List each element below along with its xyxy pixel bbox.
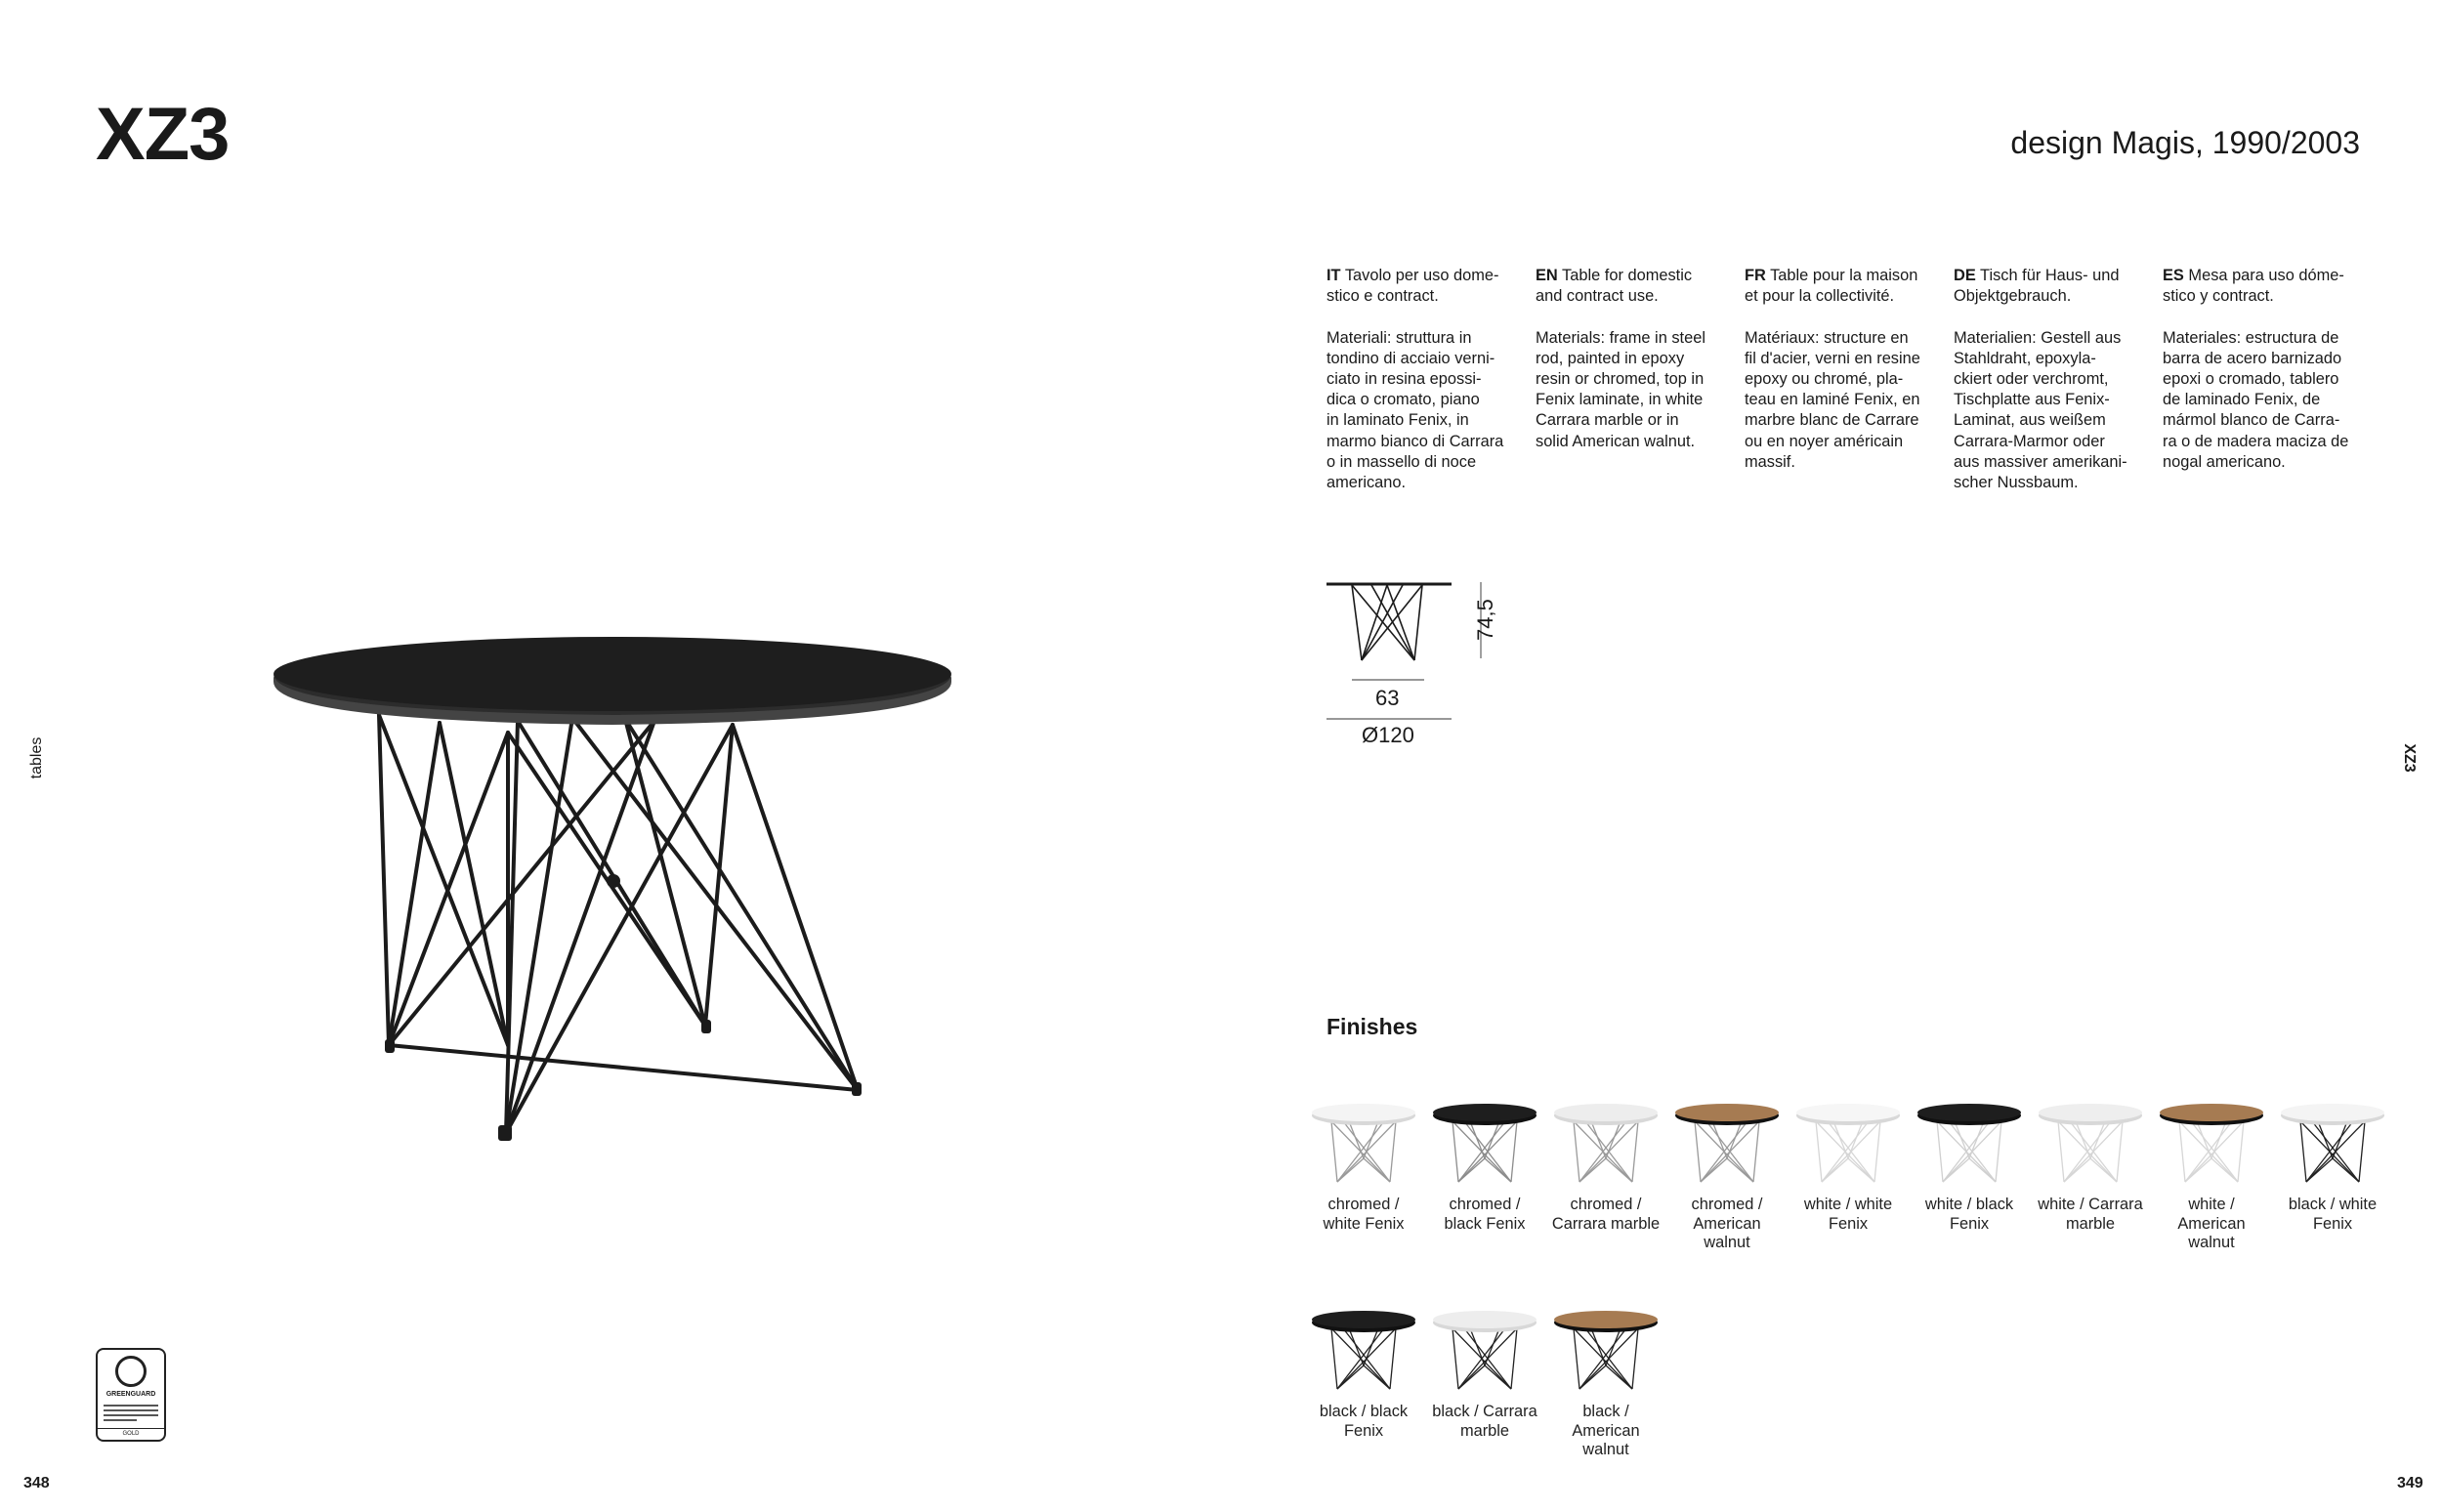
dimension-height: 74,5 (1473, 599, 1497, 641)
finish-label: black / Carrara marble (1432, 1403, 1537, 1440)
description-column-it (1326, 266, 1522, 493)
finish-table-icon (1431, 1309, 1538, 1395)
finish-table-icon (1552, 1102, 1660, 1188)
section-label: tables (28, 736, 45, 779)
materials-text: Materialien: Gestell aus Stahldraht, epoxyla- ckiert oder verchromt, Tischplatte aus Fenix- Laminat, aus weißem Carrara-Marmor oder aus massiver amerikani- scher Nussbaum. (1954, 328, 2127, 492)
finish-label: black / white Fenix (2288, 1196, 2378, 1233)
finish-table-icon (1431, 1102, 1538, 1188)
finish-label: white / black Fenix (1924, 1196, 2014, 1233)
designer-credit: design Magis, 1990/2003 (2010, 125, 2360, 160)
finish-swatch (1424, 1102, 1545, 1234)
intro-text: Table for domestic and contract use. (1536, 267, 1693, 306)
intro-text: Table pour la maison et pour la collectivité. (1745, 267, 1918, 306)
finish-label: white / American walnut (2177, 1196, 2246, 1251)
badge-level: GOLD (98, 1428, 164, 1440)
dimension-diameter: Ø120 (1362, 723, 1414, 747)
ul-seal-icon (115, 1356, 147, 1387)
page-number-left: 348 (23, 1475, 50, 1491)
finish-label: black / black Fenix (1319, 1403, 1409, 1440)
finish-swatch (1545, 1309, 1666, 1460)
finish-swatch (1666, 1102, 1788, 1253)
finish-table-icon (1916, 1102, 2023, 1188)
finish-label: black / American walnut (1572, 1403, 1640, 1458)
finish-table-icon (1673, 1102, 1781, 1188)
finish-swatch (2151, 1102, 2272, 1253)
finish-label: white / white Fenix (1803, 1196, 1893, 1233)
finish-swatch (1545, 1102, 1666, 1234)
finish-label: chromed / American walnut (1691, 1196, 1763, 1251)
language-code: ES (2163, 267, 2184, 284)
finish-swatch (1788, 1102, 1909, 1234)
finish-table-icon (2279, 1102, 2386, 1188)
finish-table-icon (2037, 1102, 2144, 1188)
finish-label: white / Carrara marble (2038, 1196, 2143, 1233)
finish-swatch (2030, 1102, 2151, 1234)
intro-text: Tisch für Haus- und Objektgebrauch. (1954, 267, 2120, 306)
finish-swatch (1424, 1309, 1545, 1441)
language-code: EN (1536, 267, 1558, 284)
finish-label: chromed / white Fenix (1323, 1196, 1405, 1233)
language-code: FR (1745, 267, 1766, 284)
materials-text: Materiales: estructura de barra de acero barnizado epoxi o cromado, tablero de laminado Fenix, de mármol blanco de Carra- ra o de madera maciza de nogal americano. (2163, 328, 2349, 471)
finish-swatch (1303, 1309, 1424, 1441)
description-column-en (1536, 266, 1731, 452)
dimension-base: 63 (1375, 686, 1400, 710)
greenguard-badge (96, 1348, 166, 1442)
language-code: IT (1326, 267, 1341, 284)
description-intro (1536, 266, 1731, 307)
badge-name: GREENGUARD (105, 1391, 156, 1398)
finishes-title: Finishes (1326, 1014, 1418, 1039)
table-photo (264, 625, 967, 1172)
finish-swatch (1909, 1102, 2030, 1234)
description-column-de (1954, 266, 2149, 493)
materials-text: Materiali: struttura in tondino di acciaio verni- ciato in resina epossi- dica o cromato, piano in laminato Fenix, in marmo bianco di Carrara o in massello di noce americano. (1326, 328, 1504, 492)
finish-label: chromed / black Fenix (1444, 1196, 1526, 1233)
description-intro (1954, 266, 2149, 307)
finish-label: chromed / Carrara marble (1551, 1196, 1661, 1233)
materials-text: Materials: frame in steel rod, painted in epoxy resin or chromed, top in Fenix laminate, in white Carrara marble or in solid American walnut. (1536, 328, 1705, 450)
dimension-diagram (1325, 576, 1520, 752)
finish-table-icon (1794, 1102, 1902, 1188)
finish-swatch (1303, 1102, 1424, 1234)
product-title: XZ3 (96, 93, 230, 176)
finish-table-icon (2158, 1102, 2265, 1188)
description-column-es (2163, 266, 2358, 473)
description-intro (1745, 266, 1940, 307)
language-code: DE (1954, 267, 1976, 284)
finish-table-icon (1310, 1309, 1417, 1395)
materials-text: Matériaux: structure en fil d'acier, verni en resine epoxy ou chromé, pla- teau en laminé Fenix, en marbre blanc de Carrare ou en noyer américain massif. (1745, 328, 1920, 471)
page-number-right: 349 (2397, 1475, 2423, 1491)
description-intro (2163, 266, 2358, 307)
description-intro (1326, 266, 1522, 307)
description-columns (1326, 266, 2372, 510)
intro-text: Mesa para uso dóme- stico y contract. (2163, 267, 2344, 306)
finish-table-icon (1310, 1102, 1417, 1188)
finish-swatch (2272, 1102, 2393, 1234)
description-column-fr (1745, 266, 1940, 473)
intro-text: Tavolo per uso dome- stico e contract. (1326, 267, 1499, 306)
finish-table-icon (1552, 1309, 1660, 1395)
product-side-label: XZ3 (2401, 743, 2418, 773)
badge-fine-print-icon (104, 1405, 158, 1424)
